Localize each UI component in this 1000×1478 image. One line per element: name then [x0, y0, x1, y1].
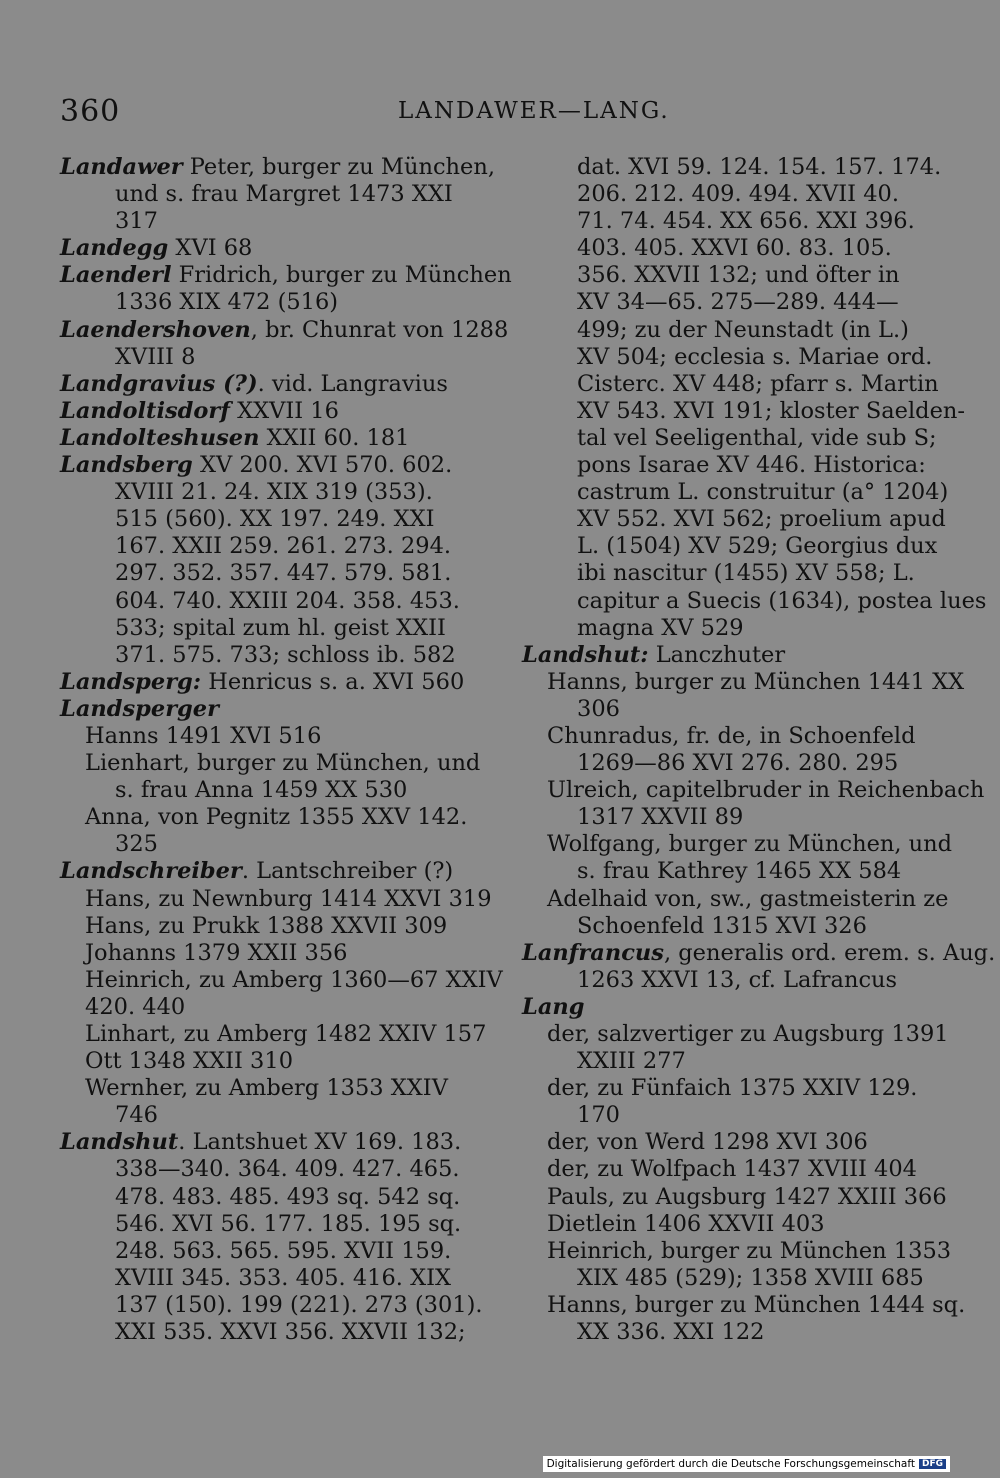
- entry-text: 1336 XIX 472 (516): [115, 289, 339, 316]
- index-line: [522, 1291, 966, 1319]
- entry-text: XX 336. XXI 122: [577, 1319, 765, 1346]
- entry-text: XXVII 16: [229, 397, 339, 424]
- index-line: [60, 913, 490, 940]
- entry-text: XV 543. XVI 191; kloster Saelden-: [577, 397, 965, 424]
- index-line: [60, 642, 490, 669]
- index-line: [60, 344, 490, 371]
- entry-text: 746: [115, 1102, 158, 1129]
- index-line: [60, 994, 490, 1021]
- entry-text: Wernher, zu Amberg 1353 XXIV: [85, 1075, 448, 1102]
- headword: Landegg: [60, 235, 169, 262]
- entry-text: 170: [577, 1102, 620, 1129]
- entry-text: Hanns, burger zu München 1444 sq.: [547, 1291, 966, 1318]
- entry-text: XV 552. XVI 562; proelium apud: [577, 506, 946, 533]
- entry-text: 371. 575. 733; schloss ib. 582: [115, 641, 456, 668]
- headword: Landsperg:: [60, 668, 202, 695]
- index-line: [522, 344, 952, 371]
- index-column-left: [60, 154, 512, 1346]
- entry-text: Anna, von Pegnitz 1355 XXV 142.: [85, 804, 468, 831]
- index-line: [60, 615, 490, 642]
- entry-text: der, zu Fünfaich 1375 XXIV 129.: [547, 1075, 918, 1102]
- index-line: [522, 262, 952, 289]
- entry-text: 297. 352. 357. 447. 579. 581.: [115, 560, 452, 587]
- index-line: [60, 398, 490, 425]
- index-line: [60, 235, 490, 262]
- entry-text: s. frau Kathrey 1465 XX 584: [577, 858, 902, 885]
- entry-text: Wolfgang, burger zu München, und: [547, 831, 953, 858]
- index-line: [522, 668, 965, 696]
- entry-text: castrum L. construitur (a° 1204): [577, 479, 949, 506]
- index-line: [60, 452, 490, 479]
- headword: Landgravius (?): [60, 370, 258, 397]
- entry-text: . Lantshuet XV 169. 183.: [178, 1129, 462, 1156]
- entry-text: . vid. Langravius: [257, 370, 448, 397]
- entry-text: 1317 XXVII 89: [577, 804, 744, 831]
- entry-text: der, von Werd 1298 XVI 306: [547, 1129, 868, 1156]
- entry-text: capitur a Suecis (1634), postea lues: [577, 587, 987, 614]
- entry-text: XXIII 277: [577, 1048, 686, 1075]
- entry-text: 403. 405. XXVI 60. 83. 105.: [577, 235, 892, 262]
- index-line: [60, 371, 490, 398]
- entry-text: 248. 563. 565. 595. XVII 159.: [115, 1237, 452, 1264]
- headword: Landawer: [60, 154, 183, 180]
- entry-text: 604. 740. XXIII 204. 358. 453.: [115, 587, 460, 614]
- entry-text: Hanns 1491 XVI 516: [85, 722, 322, 749]
- index-line: [522, 533, 952, 560]
- index-line: [60, 479, 490, 506]
- entry-text: XXI 535. XXVI 356. XXVII 132;: [115, 1319, 466, 1346]
- headword: Laendershoven: [60, 316, 251, 343]
- index-line: [60, 425, 490, 452]
- headword: Lang: [522, 993, 585, 1020]
- index-line: [60, 1075, 490, 1102]
- entry-text: 546. XVI 56. 177. 185. 195 sq.: [115, 1210, 462, 1237]
- entry-text: Heinrich, burger zu München 1353: [547, 1237, 952, 1264]
- index-line: [522, 1211, 952, 1238]
- index-line: [60, 1129, 490, 1156]
- entry-text: XV 200. XVI 570. 602.: [192, 452, 453, 479]
- digitization-credit: [543, 1456, 950, 1472]
- index-line: [522, 886, 952, 913]
- entry-text: Lienhart, burger zu München, und: [85, 750, 481, 777]
- entry-text: 137 (150). 199 (221). 273 (301).: [115, 1291, 483, 1318]
- entry-text: magna XV 529: [577, 614, 744, 641]
- index-line: [522, 967, 952, 994]
- index-line: [60, 831, 490, 858]
- index-line: [60, 181, 490, 208]
- entry-text: . Lantschreiber (?): [241, 858, 454, 885]
- entry-text: Adelhaid von, sw., gastmeisterin ze: [547, 885, 949, 912]
- index-line: [522, 479, 952, 506]
- index-line: [60, 1184, 490, 1211]
- index-line: [522, 181, 952, 208]
- entry-text: 515 (560). XX 197. 249. XXI: [115, 506, 435, 533]
- index-line: [60, 1238, 490, 1265]
- index-line: [522, 208, 952, 235]
- entry-text: pons Isarae XV 446. Historica:: [577, 452, 926, 479]
- index-line: [60, 316, 509, 344]
- index-line: [60, 506, 490, 533]
- index-line: [522, 1156, 952, 1183]
- index-line: [522, 777, 985, 804]
- entry-text: der, zu Wolfpach 1437 XVIII 404: [547, 1156, 917, 1183]
- index-line: [522, 1075, 952, 1102]
- entry-text: XVIII 21. 24. XIX 319 (353).: [115, 479, 433, 506]
- index-line: [522, 397, 965, 425]
- entry-text: XIX 485 (529); 1358 XVIII 685: [577, 1264, 924, 1291]
- index-line: [522, 1238, 952, 1265]
- index-line: [60, 804, 490, 831]
- entry-text: Ulreich, capitelbruder in Reichenbach: [547, 777, 985, 804]
- headword: Laenderl: [60, 262, 172, 289]
- index-line: [60, 1211, 490, 1238]
- entry-text: 325: [115, 831, 158, 858]
- entry-text: XVI 68: [168, 235, 253, 262]
- index-line: [60, 289, 490, 316]
- headword: Lanfrancus: [522, 939, 664, 966]
- index-line: [60, 723, 490, 750]
- headword: Landsberg: [60, 452, 193, 479]
- index-line: [60, 1048, 490, 1075]
- entry-text: 71. 74. 454. XX 656. XXI 396.: [577, 208, 915, 235]
- entry-text: XVIII 8: [115, 343, 196, 370]
- index-line: [60, 669, 490, 696]
- entry-text: XV 504; ecclesia s. Mariae ord.: [577, 343, 933, 370]
- entry-text: 420. 440: [85, 993, 186, 1020]
- headword: Landsperger: [60, 695, 219, 722]
- index-line: [60, 533, 490, 560]
- index-line: [522, 289, 952, 316]
- index-line: [522, 723, 952, 750]
- index-line: [522, 587, 987, 615]
- index-line: [60, 262, 512, 289]
- entry-text: Hanns, burger zu München 1441 XX: [547, 668, 965, 695]
- dfg-logo: DFG: [919, 1459, 946, 1469]
- index-line: [522, 452, 952, 479]
- headword: Landschreiber: [60, 858, 242, 885]
- entry-text: 499; zu der Neunstadt (in L.): [577, 316, 909, 343]
- index-line: [60, 208, 490, 235]
- index-line: [522, 235, 952, 262]
- index-line: [60, 886, 490, 913]
- index-line: [522, 317, 952, 344]
- index-line: [522, 831, 952, 858]
- index-line: [60, 940, 490, 967]
- entry-text: der, salzvertiger zu Augsburg 1391: [547, 1021, 949, 1047]
- entry-text: Cisterc. XV 448; pfarr s. Martin: [577, 370, 939, 397]
- entry-text: 167. XXII 259. 261. 273. 294.: [115, 533, 452, 560]
- index-line: [60, 750, 490, 777]
- index-line: [60, 696, 490, 723]
- index-line: [522, 560, 952, 587]
- entry-text: Ott 1348 XXII 310: [85, 1048, 294, 1075]
- entry-text: L. (1504) XV 529; Georgius dux: [577, 533, 938, 560]
- index-line: [522, 1319, 952, 1346]
- entry-text: Dietlein 1406 XXVII 403: [547, 1210, 825, 1237]
- headword: Landshut: [60, 1129, 179, 1156]
- entry-text: und s. frau Margret 1473 XXI: [115, 181, 453, 208]
- index-line: [522, 371, 952, 398]
- entry-text: Peter, burger zu München,: [182, 154, 495, 180]
- index-line: [522, 1048, 952, 1075]
- index-line: [60, 1319, 490, 1346]
- entry-text: tal vel Seeligenthal, vide sub S;: [577, 424, 937, 451]
- credit-text: Digitalisierung gefördert durch die Deutsche Forschungsgemeinschaft: [546, 1458, 915, 1470]
- index-line: [522, 858, 952, 885]
- entry-text: ibi nascitur (1455) XV 558; L.: [577, 560, 915, 587]
- headword: Landolteshusen: [60, 424, 260, 451]
- entry-text: XV 34—65. 275—289. 444—: [577, 289, 899, 316]
- index-line: [60, 1292, 490, 1319]
- entry-text: 338—340. 364. 409. 427. 465.: [115, 1156, 460, 1183]
- index-line: [60, 858, 490, 885]
- index-line: [522, 994, 952, 1021]
- index-line: [522, 1184, 952, 1211]
- index-line: [522, 1102, 952, 1129]
- index-line: [522, 642, 952, 669]
- index-line: [522, 804, 952, 831]
- entry-text: Lanczhuter: [648, 641, 786, 668]
- entry-text: 356. XXVII 132; und öfter in: [577, 262, 900, 289]
- entry-text: Hans, zu Prukk 1388 XXVII 309: [85, 912, 448, 939]
- entry-text: Hans, zu Newnburg 1414 XXVI 319: [85, 885, 492, 912]
- index-line: [522, 506, 952, 533]
- entry-text: , br. Chunrat von 1288: [250, 316, 509, 343]
- entry-text: Fridrich, burger zu München: [171, 262, 512, 289]
- entry-text: 533; spital zum hl. geist XXII: [115, 614, 446, 641]
- index-line: [60, 966, 503, 994]
- entry-text: 317: [115, 208, 158, 235]
- index-line: [60, 560, 490, 587]
- entry-text: 1263 XXVI 13, cf. Lafrancus: [577, 966, 898, 993]
- index-line: [522, 425, 952, 452]
- entry-text: Schoenfeld 1315 XVI 326: [577, 912, 867, 939]
- page-number: 360: [60, 94, 121, 129]
- entry-text: s. frau Anna 1459 XX 530: [115, 777, 408, 804]
- entry-text: Pauls, zu Augsburg 1427 XXIII 366: [547, 1183, 947, 1210]
- index-line: [522, 1129, 952, 1156]
- index-line: [60, 588, 490, 615]
- index-line: [60, 1156, 490, 1183]
- entry-text: XVIII 345. 353. 405. 416. XIX: [115, 1264, 452, 1291]
- index-line: [522, 913, 952, 940]
- index-line: [522, 154, 952, 181]
- entry-text: dat. XVI 59. 124. 154. 157. 174.: [577, 154, 942, 180]
- entry-text: Heinrich, zu Amberg 1360—67 XXIV: [85, 966, 503, 993]
- index-line: [522, 1021, 952, 1048]
- entry-text: 478. 483. 485. 493 sq. 542 sq.: [115, 1183, 461, 1210]
- entry-text: XXII 60. 181: [259, 424, 410, 451]
- index-line: [60, 1265, 490, 1292]
- headword: Landoltisdorf: [60, 397, 230, 424]
- index-line: [60, 777, 490, 804]
- index-column-right: [522, 154, 996, 1346]
- running-head: LANDAWER—LANG.: [398, 98, 670, 124]
- headword: Landshut:: [522, 641, 649, 668]
- index-line: [522, 696, 952, 723]
- index-line: [60, 1021, 490, 1048]
- index-line: [60, 154, 495, 181]
- index-line: [522, 939, 996, 967]
- index-line: [522, 615, 952, 642]
- entry-text: 306: [577, 695, 620, 722]
- index-line: [522, 750, 952, 777]
- entry-text: Chunradus, fr. de, in Schoenfeld: [547, 722, 916, 749]
- entry-text: Linhart, zu Amberg 1482 XXIV 157: [85, 1021, 487, 1047]
- index-line: [522, 1265, 952, 1292]
- entry-text: , generalis ord. erem. s. Aug.: [663, 939, 996, 966]
- entry-text: Johanns 1379 XXII 356: [85, 939, 348, 966]
- entry-text: Henricus s. a. XVI 560: [201, 668, 465, 695]
- entry-text: 1269—86 XVI 276. 280. 295: [577, 750, 899, 777]
- entry-text: 206. 212. 409. 494. XVII 40.: [577, 181, 899, 208]
- index-line: [60, 1102, 490, 1129]
